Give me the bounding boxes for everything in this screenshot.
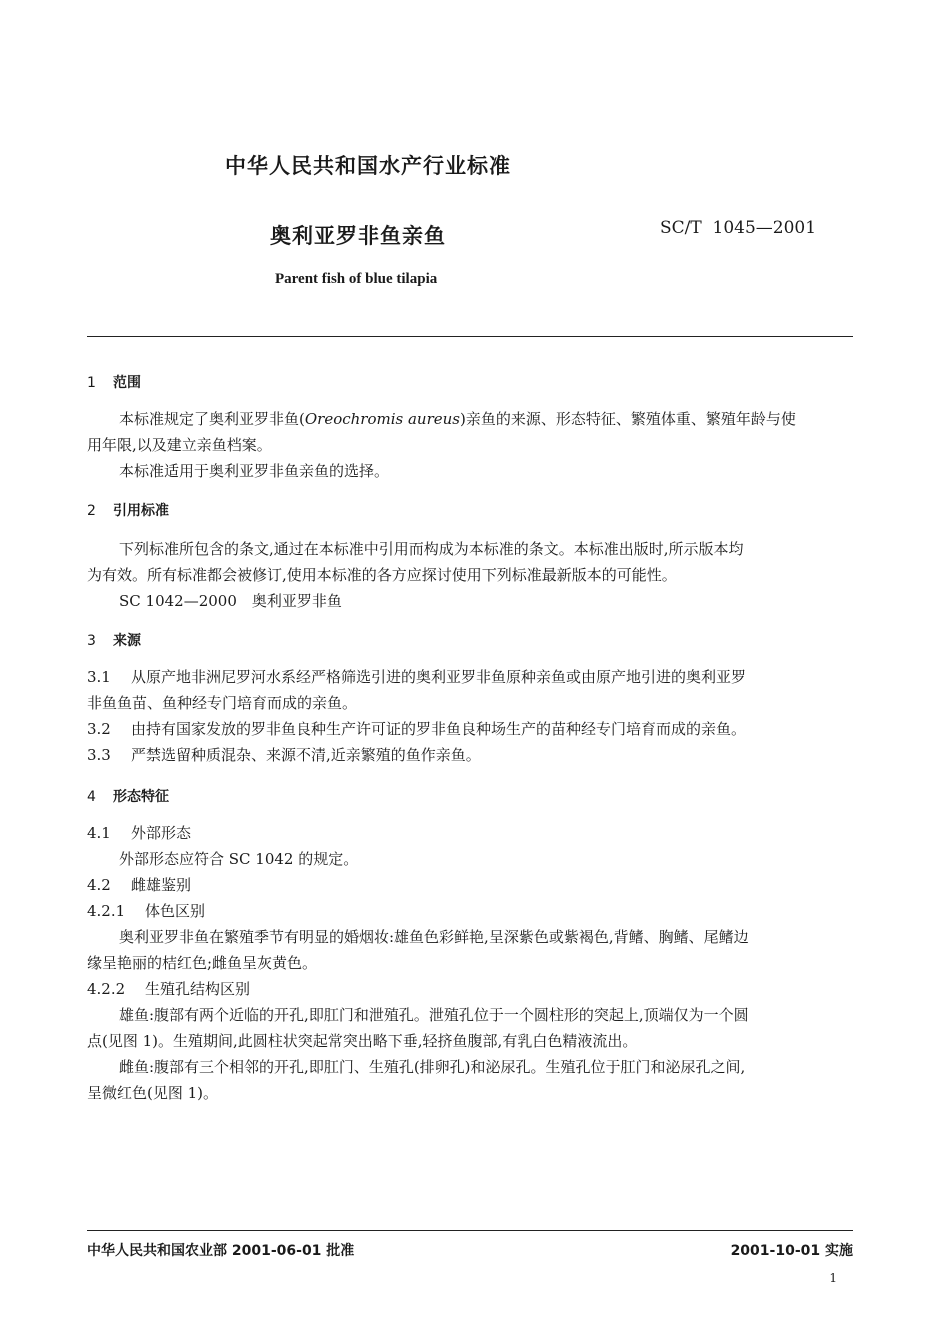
section-1-heading <box>87 372 141 392</box>
document-title: 奥利亚罗非鱼亲鱼 <box>270 224 446 248</box>
item-number: 3.2 <box>87 720 111 738</box>
subsection-4-1 <box>87 820 853 846</box>
section-number: 1 <box>87 375 96 391</box>
subsection-4-2-2 <box>87 976 853 1002</box>
subsection-number: 4.2.1 <box>87 902 126 920</box>
subsection-4-2 <box>87 872 853 898</box>
body-color-line-1: 奥利亚罗非鱼在繁殖季节有明显的婚烟妆:雄鱼色彩鲜艳,呈深紫色或紫褐色,背鳍、胸鳍、尾鳍边 <box>119 928 749 946</box>
subsection-title: 体色区别 <box>145 902 206 920</box>
morphology-content <box>87 820 853 1106</box>
male-line-1: 雄鱼:腹部有两个近临的开孔,即肛门和泄殖孔。泄殖孔位于一个圆柱形的突起上,顶端仅为一个圆 <box>119 1006 749 1024</box>
org-title: 中华人民共和国水产行业标准 <box>225 154 511 178</box>
source-items <box>87 664 853 768</box>
female-line-1: 雌鱼:腹部有三个相邻的开孔,即肛门、生殖孔(排卵孔)和泌尿孔。生殖孔位于肛门和泌尿孔之间, <box>119 1058 746 1076</box>
section-title: 范围 <box>113 375 141 391</box>
scope-line-1 <box>87 406 853 432</box>
subsection-number: 4.2.2 <box>87 980 126 998</box>
source-item-3-3 <box>87 742 853 768</box>
item-number: 3.3 <box>87 746 111 764</box>
body-color-line-2: 缘呈艳丽的桔红色;雌鱼呈灰黄色。 <box>87 954 318 972</box>
scope-paragraph <box>87 406 853 484</box>
item-text: 由持有国家发放的罗非鱼良种生产许可证的罗非鱼良种场生产的苗种经专门培育而成的亲鱼。 <box>131 720 747 738</box>
subsection-title: 生殖孔结构区别 <box>145 980 251 998</box>
references-line-2: 为有效。所有标准都会被修订,使用本标准的各方应探讨使用下列标准最新版本的可能性。 <box>87 566 677 584</box>
subsection-title: 外部形态 <box>131 824 192 842</box>
item-text: 严禁选留种质混杂、来源不清,近亲繁殖的鱼作亲鱼。 <box>131 746 481 764</box>
item-text: 从原产地非洲尼罗河水系经严格筛选引进的奥利亚罗非鱼原种亲鱼或由原产地引进的奥利亚罗 <box>131 668 747 686</box>
scope-applicability: 本标准适用于奥利亚罗非鱼亲鱼的选择。 <box>119 462 390 480</box>
male-line-2: 点(见图 1)。生殖期间,此圆柱状突起常突出略下垂,轻挤鱼腹部,有乳白色精液流出。 <box>87 1032 638 1050</box>
section-3-heading <box>87 630 141 650</box>
scope-line-2: 用年限,以及建立亲鱼档案。 <box>87 436 272 454</box>
section-title: 来源 <box>113 633 141 649</box>
source-item-3-1-cont: 非鱼鱼苗、鱼种经专门培育而成的亲鱼。 <box>87 694 358 712</box>
external-form-text: 外部形态应符合 SC 1042 的规定。 <box>119 850 359 868</box>
standard-number: SC/T 1045—2001 <box>660 218 817 238</box>
approval-line: 中华人民共和国农业部 2001-06-01 批准 <box>87 1243 355 1259</box>
section-title: 引用标准 <box>113 503 169 519</box>
latin-species-name: Oreochromis aureus <box>304 410 460 428</box>
page-number: 1 <box>829 1271 837 1285</box>
references-line-1: 下列标准所包含的条文,通过在本标准中引用而构成为本标准的条文。本标准出版时,所示版本均 <box>119 540 744 558</box>
subsection-4-2-1 <box>87 898 853 924</box>
item-number: 3.1 <box>87 668 111 686</box>
footer-divider <box>87 1230 853 1231</box>
scope-text-pre: 本标准规定了奥利亚罗非鱼( <box>119 410 305 428</box>
normative-references-paragraph <box>87 536 853 614</box>
source-item-3-2 <box>87 716 853 742</box>
section-number: 2 <box>87 503 96 519</box>
reference-item: SC 1042—2000 奥利亚罗非鱼 <box>119 592 342 610</box>
section-title: 形态特征 <box>113 789 169 805</box>
scope-text-post: )亲鱼的来源、形态特征、繁殖体重、繁殖年龄与使 <box>460 410 796 428</box>
section-number: 3 <box>87 633 96 649</box>
implementation-date: 2001-10-01 实施 <box>730 1243 853 1259</box>
section-2-heading <box>87 500 169 520</box>
female-line-2: 呈微红色(见图 1)。 <box>87 1084 219 1102</box>
subsection-title: 雌雄鉴别 <box>131 876 192 894</box>
section-4-heading <box>87 786 169 806</box>
header-divider <box>87 336 853 337</box>
subsection-number: 4.1 <box>87 824 111 842</box>
english-subtitle: Parent fish of blue tilapia <box>275 271 438 287</box>
subsection-number: 4.2 <box>87 876 111 894</box>
source-item-3-1 <box>87 664 853 690</box>
section-number: 4 <box>87 789 96 805</box>
